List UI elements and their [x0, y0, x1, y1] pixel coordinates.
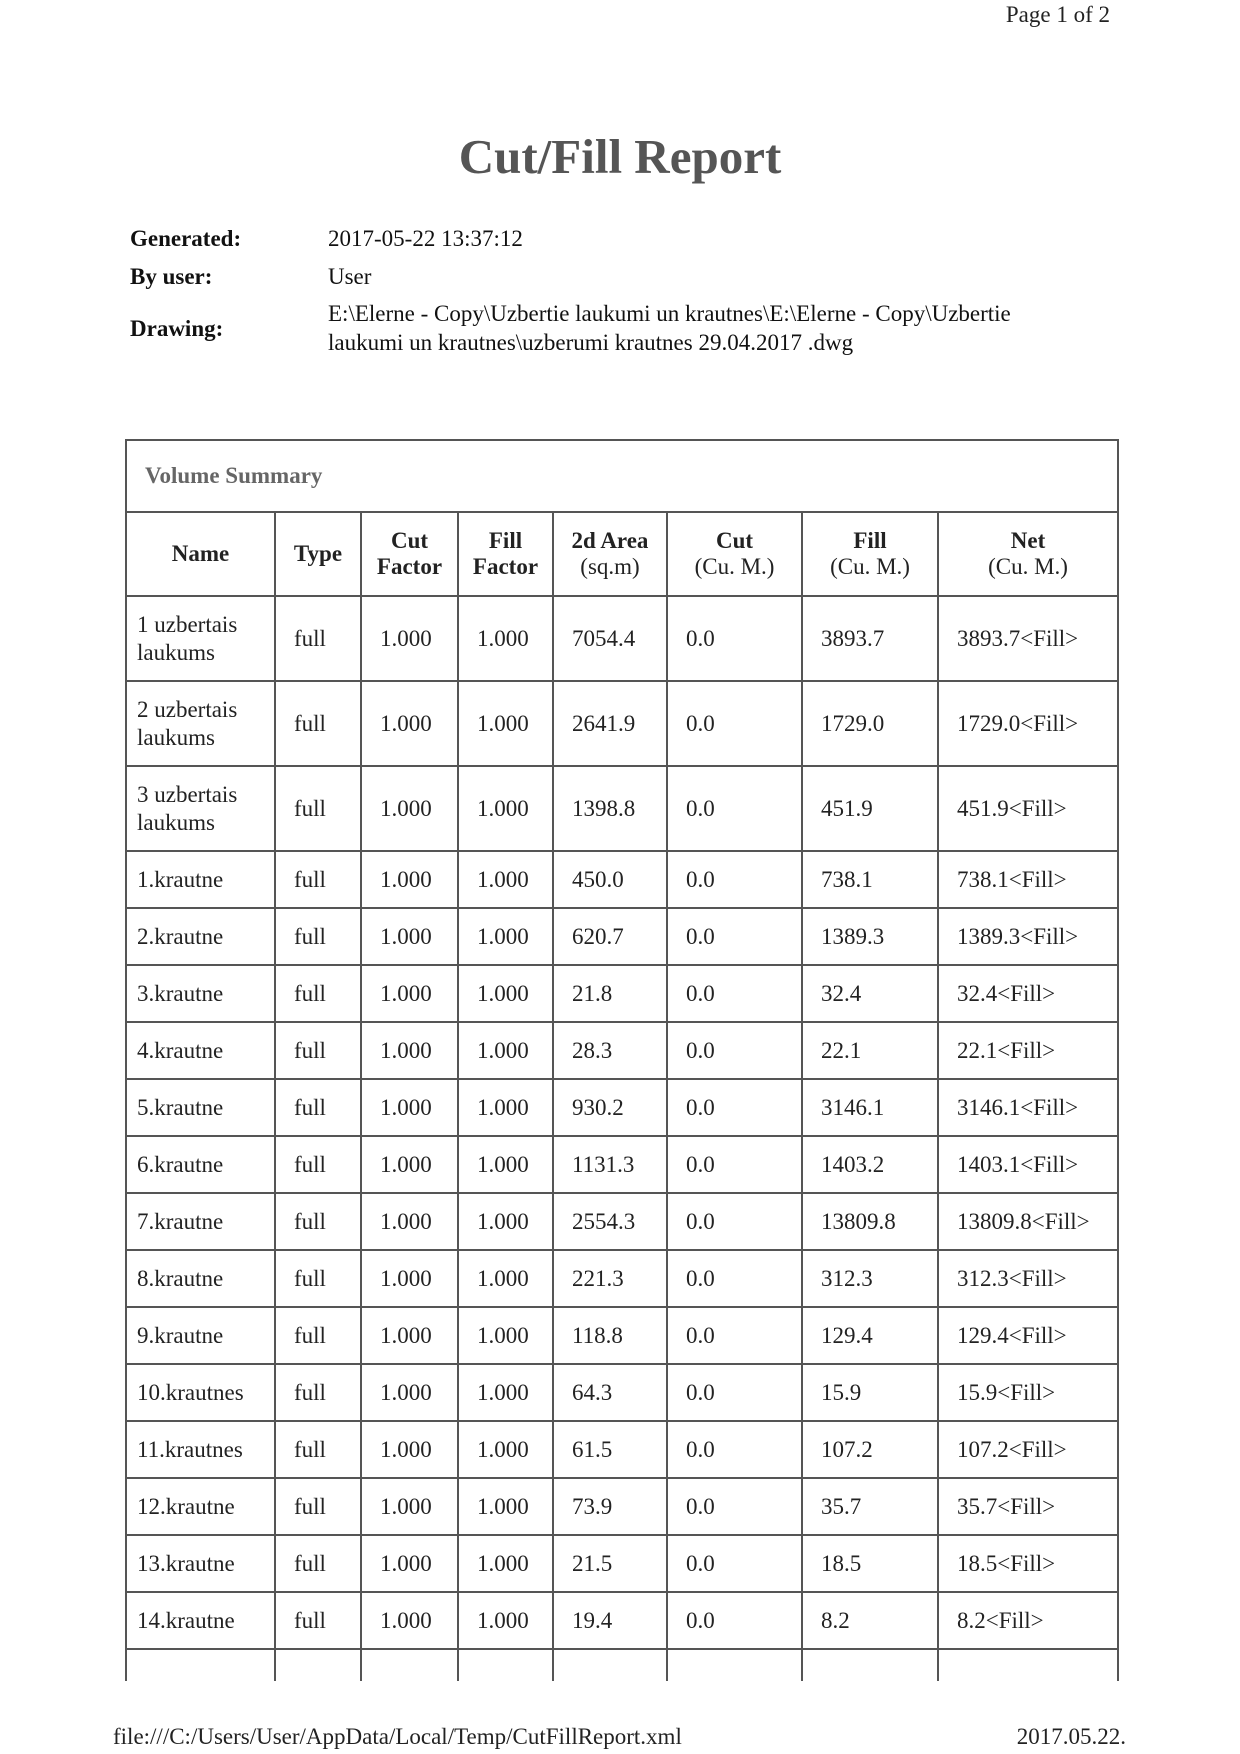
table-row	[127, 851, 1117, 908]
cell-fill: 1389.3	[802, 908, 938, 965]
cell-name: 12.krautne	[127, 1478, 275, 1535]
table-row	[127, 1478, 1117, 1535]
cell-name: 14.krautne	[127, 1592, 275, 1649]
header-2d-area: 2d Area (sq.m)	[553, 513, 667, 596]
cell-net: 18.5<Fill>	[938, 1535, 1117, 1592]
drawing-value	[328, 296, 1090, 360]
table-row	[127, 1136, 1117, 1193]
cell-area: 28.3	[553, 1022, 667, 1079]
cell-fill-factor: 1.000	[458, 1136, 553, 1193]
cell-net: 451.9<Fill>	[938, 766, 1117, 851]
cell-name: 9.krautne	[127, 1307, 275, 1364]
cell-cut-factor: 1.000	[361, 1022, 458, 1079]
cell-cut: 0.0	[667, 1535, 802, 1592]
cell-fill-factor: 1.000	[458, 1022, 553, 1079]
cell-fill-factor: 1.000	[458, 1478, 553, 1535]
cell-fill-factor: 1.000	[458, 1535, 553, 1592]
generated-value: 2017-05-22 13:37:12	[328, 226, 523, 251]
empty-cell	[667, 1649, 802, 1681]
cell-fill: 451.9	[802, 766, 938, 851]
volume-summary	[125, 439, 1119, 1681]
cell-fill: 18.5	[802, 1535, 938, 1592]
empty-cell	[802, 1649, 938, 1681]
cell-fill-factor: 1.000	[458, 1250, 553, 1307]
cell-cut-factor: 1.000	[361, 1193, 458, 1250]
cell-type: full	[275, 681, 361, 766]
cell-type: full	[275, 1364, 361, 1421]
cell-name: 5.krautne	[127, 1079, 275, 1136]
cell-type: full	[275, 1478, 361, 1535]
cell-fill: 312.3	[802, 1250, 938, 1307]
meta-row-generated	[130, 220, 1090, 258]
cell-type: full	[275, 1307, 361, 1364]
table-header-row	[127, 513, 1117, 596]
cell-area: 1131.3	[553, 1136, 667, 1193]
cell-name: 4.krautne	[127, 1022, 275, 1079]
cell-type: full	[275, 851, 361, 908]
table-row	[127, 1022, 1117, 1079]
meta-row-drawing	[130, 296, 1090, 360]
table-row	[127, 766, 1117, 851]
cell-area: 450.0	[553, 851, 667, 908]
cell-area: 61.5	[553, 1421, 667, 1478]
cell-cut-factor: 1.000	[361, 908, 458, 965]
cell-type: full	[275, 596, 361, 681]
table-row-continuation	[127, 1649, 1117, 1681]
table-row	[127, 1193, 1117, 1250]
cell-fill: 129.4	[802, 1307, 938, 1364]
drawing-path-line-1: E:\Elerne - Copy\Uzbertie laukumi un krautnes\E:\Elerne - Copy\Uzbertie	[328, 301, 1011, 326]
cell-cut: 0.0	[667, 596, 802, 681]
cell-cut-factor: 1.000	[361, 1307, 458, 1364]
cell-net: 3893.7<Fill>	[938, 596, 1117, 681]
drawing-label: Drawing:	[130, 315, 224, 341]
cell-type: full	[275, 965, 361, 1022]
cell-area: 21.8	[553, 965, 667, 1022]
cell-fill: 738.1	[802, 851, 938, 908]
empty-cell	[458, 1649, 553, 1681]
cell-name: 2 uzbertais laukums	[127, 681, 275, 766]
cell-fill-factor: 1.000	[458, 766, 553, 851]
cell-fill: 3893.7	[802, 596, 938, 681]
table-row	[127, 681, 1117, 766]
cell-area: 64.3	[553, 1364, 667, 1421]
cell-cut: 0.0	[667, 851, 802, 908]
cell-name: 13.krautne	[127, 1535, 275, 1592]
cell-net: 13809.8<Fill>	[938, 1193, 1117, 1250]
cell-cut-factor: 1.000	[361, 766, 458, 851]
header-cut: Cut (Cu. M.)	[667, 513, 802, 596]
table-row	[127, 1079, 1117, 1136]
cell-cut-factor: 1.000	[361, 1592, 458, 1649]
cell-name: 3.krautne	[127, 965, 275, 1022]
header-name: Name	[127, 513, 275, 596]
cell-name: 10.krautnes	[127, 1364, 275, 1421]
cell-area: 221.3	[553, 1250, 667, 1307]
cell-net: 32.4<Fill>	[938, 965, 1117, 1022]
generated-label: Generated:	[130, 226, 242, 251]
cell-net: 1729.0<Fill>	[938, 681, 1117, 766]
cell-net: 22.1<Fill>	[938, 1022, 1117, 1079]
cell-fill-factor: 1.000	[458, 1364, 553, 1421]
cell-cut: 0.0	[667, 1193, 802, 1250]
cell-area: 2554.3	[553, 1193, 667, 1250]
cell-area: 930.2	[553, 1079, 667, 1136]
cell-fill-factor: 1.000	[458, 1592, 553, 1649]
table-row	[127, 1307, 1117, 1364]
header-cut-factor: Cut Factor	[361, 513, 458, 596]
cell-fill-factor: 1.000	[458, 1421, 553, 1478]
table-row	[127, 1250, 1117, 1307]
drawing-path-line-2: laukumi un krautnes\uzberumi krautnes 29.04.2017 .dwg	[328, 330, 854, 355]
cell-cut: 0.0	[667, 766, 802, 851]
empty-cell	[275, 1649, 361, 1681]
page-number: Page 1 of 2	[1005, 2, 1110, 27]
cell-cut: 0.0	[667, 1022, 802, 1079]
cell-cut-factor: 1.000	[361, 1478, 458, 1535]
volume-summary-caption: Volume Summary	[127, 441, 1117, 513]
cell-type: full	[275, 1193, 361, 1250]
cell-cut: 0.0	[667, 1421, 802, 1478]
cell-type: full	[275, 908, 361, 965]
cell-cut: 0.0	[667, 1592, 802, 1649]
cell-cut: 0.0	[667, 1250, 802, 1307]
cell-fill-factor: 1.000	[458, 851, 553, 908]
empty-cell	[938, 1649, 1117, 1681]
cell-cut-factor: 1.000	[361, 965, 458, 1022]
cell-net: 8.2<Fill>	[938, 1592, 1117, 1649]
cell-fill: 32.4	[802, 965, 938, 1022]
cell-net: 1403.1<Fill>	[938, 1136, 1117, 1193]
table-row	[127, 1592, 1117, 1649]
cell-area: 2641.9	[553, 681, 667, 766]
cell-cut-factor: 1.000	[361, 1421, 458, 1478]
cell-fill: 15.9	[802, 1364, 938, 1421]
cell-type: full	[275, 766, 361, 851]
cell-cut-factor: 1.000	[361, 1250, 458, 1307]
cell-area: 21.5	[553, 1535, 667, 1592]
cell-fill-factor: 1.000	[458, 681, 553, 766]
cell-name: 1.krautne	[127, 851, 275, 908]
cell-fill-factor: 1.000	[458, 908, 553, 965]
cell-fill-factor: 1.000	[458, 1307, 553, 1364]
cell-type: full	[275, 1592, 361, 1649]
table-row	[127, 1364, 1117, 1421]
cell-name: 3 uzbertais laukums	[127, 766, 275, 851]
user-value: User	[328, 264, 372, 289]
table-row	[127, 596, 1117, 681]
cell-fill-factor: 1.000	[458, 1193, 553, 1250]
table-row	[127, 908, 1117, 965]
empty-cell	[361, 1649, 458, 1681]
header-net: Net (Cu. M.)	[938, 513, 1117, 596]
header-type: Type	[275, 513, 361, 596]
cell-fill-factor: 1.000	[458, 596, 553, 681]
cell-area: 1398.8	[553, 766, 667, 851]
cell-type: full	[275, 1250, 361, 1307]
footer-file-url: file:///C:/Users/User/AppData/Local/Temp/CutFillReport.xml	[113, 1724, 682, 1749]
meta-row-user	[130, 258, 1090, 296]
cell-name: 2.krautne	[127, 908, 275, 965]
footer-date: 2017.05.22.	[1016, 1724, 1126, 1749]
cell-net: 129.4<Fill>	[938, 1307, 1117, 1364]
cell-name: 8.krautne	[127, 1250, 275, 1307]
cell-cut-factor: 1.000	[361, 1079, 458, 1136]
cell-cut: 0.0	[667, 1136, 802, 1193]
report-title: Cut/Fill Report	[458, 129, 782, 184]
cell-cut-factor: 1.000	[361, 596, 458, 681]
cell-fill: 8.2	[802, 1592, 938, 1649]
cell-fill: 13809.8	[802, 1193, 938, 1250]
cell-name: 11.krautnes	[127, 1421, 275, 1478]
cell-type: full	[275, 1022, 361, 1079]
cell-fill: 1729.0	[802, 681, 938, 766]
cell-fill: 22.1	[802, 1022, 938, 1079]
header-fill: Fill (Cu. M.)	[802, 513, 938, 596]
cell-cut: 0.0	[667, 681, 802, 766]
empty-cell	[127, 1649, 275, 1681]
cell-area: 620.7	[553, 908, 667, 965]
cell-area: 7054.4	[553, 596, 667, 681]
cell-fill: 1403.2	[802, 1136, 938, 1193]
cell-name: 1 uzbertais laukums	[127, 596, 275, 681]
cell-cut: 0.0	[667, 1079, 802, 1136]
cell-cut-factor: 1.000	[361, 1535, 458, 1592]
cell-fill-factor: 1.000	[458, 1079, 553, 1136]
cell-net: 35.7<Fill>	[938, 1478, 1117, 1535]
empty-cell	[553, 1649, 667, 1681]
table-row	[127, 1535, 1117, 1592]
cell-net: 15.9<Fill>	[938, 1364, 1117, 1421]
cell-area: 73.9	[553, 1478, 667, 1535]
cell-area: 19.4	[553, 1592, 667, 1649]
cell-net: 107.2<Fill>	[938, 1421, 1117, 1478]
cell-cut: 0.0	[667, 908, 802, 965]
cell-cut-factor: 1.000	[361, 1136, 458, 1193]
cell-name: 6.krautne	[127, 1136, 275, 1193]
report-metadata	[130, 220, 1090, 360]
cell-cut: 0.0	[667, 1307, 802, 1364]
cell-cut: 0.0	[667, 1364, 802, 1421]
cell-fill-factor: 1.000	[458, 965, 553, 1022]
user-label: By user:	[130, 264, 213, 289]
cell-type: full	[275, 1136, 361, 1193]
cell-fill: 35.7	[802, 1478, 938, 1535]
cell-cut-factor: 1.000	[361, 1364, 458, 1421]
header-fill-factor: Fill Factor	[458, 513, 553, 596]
cell-net: 1389.3<Fill>	[938, 908, 1117, 965]
cell-fill: 3146.1	[802, 1079, 938, 1136]
cell-fill: 107.2	[802, 1421, 938, 1478]
cell-cut: 0.0	[667, 965, 802, 1022]
cell-name: 7.krautne	[127, 1193, 275, 1250]
volume-table	[127, 513, 1117, 1681]
cell-type: full	[275, 1079, 361, 1136]
table-row	[127, 965, 1117, 1022]
cell-net: 312.3<Fill>	[938, 1250, 1117, 1307]
cell-net: 3146.1<Fill>	[938, 1079, 1117, 1136]
cell-cut-factor: 1.000	[361, 681, 458, 766]
cell-type: full	[275, 1421, 361, 1478]
cell-cut-factor: 1.000	[361, 851, 458, 908]
cell-type: full	[275, 1535, 361, 1592]
table-row	[127, 1421, 1117, 1478]
cell-cut: 0.0	[667, 1478, 802, 1535]
cell-net: 738.1<Fill>	[938, 851, 1117, 908]
cell-area: 118.8	[553, 1307, 667, 1364]
